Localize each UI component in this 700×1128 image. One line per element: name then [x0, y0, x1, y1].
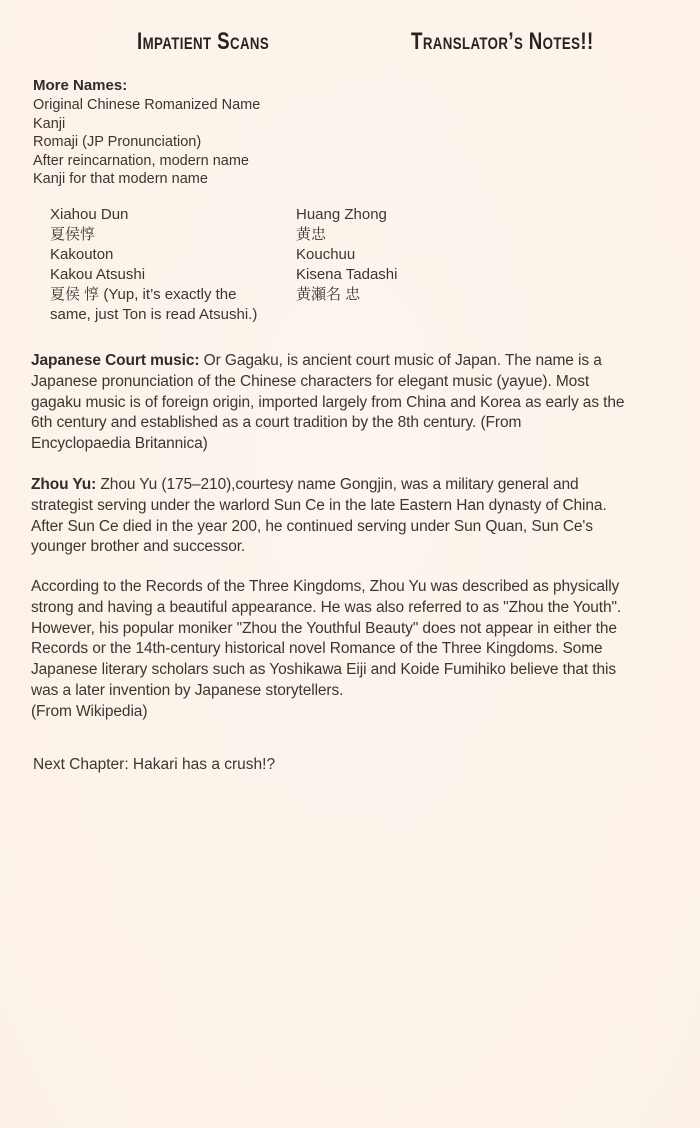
note-line: Encyclopaedia Britannica)	[31, 435, 208, 453]
note-line-text: Zhou Yu (175–210),courtesy name Gongjin, was a military general and	[96, 476, 579, 493]
note-line: younger brother and successor.	[31, 538, 246, 556]
legend-line: Kanji for that modern name	[33, 171, 208, 188]
note-line: Japanese literary scholars such as Yoshikawa Eiji and Koide Fumihiko believe that this	[31, 661, 617, 679]
note-line: After Sun Ce died in the year 200, he continued serving under Sun Quan, Sun Ce's	[31, 517, 593, 535]
note-line: Records or the 14th-century historical novel Romance of the Three Kingdoms. Some	[31, 640, 603, 658]
name-line-kanji: 夏侯 惇 (Yup, it’s exactly the	[50, 286, 237, 303]
next-chapter-teaser: Next Chapter: Hakari has a crush!?	[33, 756, 276, 773]
note-line: Japanese pronunciation of the Chinese characters for elegant music (yayue). Most	[31, 372, 590, 390]
note-zhou-yu	[31, 475, 691, 558]
page-title: Translator’s Notes!!	[411, 28, 594, 55]
name-line: Kisena Tadashi	[296, 266, 398, 283]
note-line: strong and having a beautiful appearance. He was also referred to as "Zhou the Youth".	[31, 598, 622, 616]
note-line: However, his popular moniker "Zhou the Youthful Beauty" does not appear in either the	[31, 619, 617, 637]
name-line: Huang Zhong	[296, 206, 387, 223]
name-line: Kakouton	[50, 246, 114, 263]
more-names-heading: More Names:	[33, 77, 128, 94]
name-line: Kouchuu	[296, 246, 356, 263]
name-line-kanji: 黄忠	[296, 226, 327, 243]
note-lead: Japanese Court music:	[31, 352, 200, 369]
name-line: same, just Ton is read Atsushi.)	[50, 306, 258, 323]
name-column-xiahou-dun	[50, 205, 257, 325]
note-line: strategist serving under the warlord Sun Ce in the late Eastern Han dynasty of China.	[31, 496, 607, 514]
name-line-kanji: 夏侯惇	[50, 226, 96, 243]
page-header	[0, 28, 700, 58]
site-title: Impatient Scans	[137, 28, 270, 55]
name-column-huang-zhong	[296, 205, 397, 305]
note-line	[31, 351, 691, 372]
legend-line: After reincarnation, modern name	[33, 152, 249, 169]
name-line: Xiahou Dun	[50, 206, 129, 223]
note-line: (From Wikipedia)	[31, 702, 148, 720]
legend-line: Original Chinese Romanized Name	[33, 97, 261, 113]
name-line-kanji: 黄瀬名 忠	[296, 286, 361, 303]
note-line: gagaku music is of foreign origin, imported largely from China and Korea as early as the	[31, 393, 625, 411]
note-line-text: Or Gagaku, is ancient court music of Japan. The name is a	[199, 352, 602, 369]
note-line: was a later invention by Japanese storytellers.	[31, 681, 344, 699]
legend-line: Romaji (JP Pronunciation)	[33, 134, 202, 151]
note-lead: Zhou Yu:	[31, 476, 97, 493]
more-names-section	[33, 76, 260, 189]
note-zhou-yu-records	[31, 577, 691, 723]
note-japanese-court-music	[31, 351, 691, 455]
note-line: According to the Records of the Three Kingdoms, Zhou Yu was described as physically	[31, 578, 620, 595]
note-line	[31, 475, 691, 496]
legend-line: Kanji	[33, 115, 66, 132]
name-line: Kakou Atsushi	[50, 266, 146, 283]
note-line: 6th century and established as a court tradition by the 8th century. (From	[31, 414, 522, 432]
